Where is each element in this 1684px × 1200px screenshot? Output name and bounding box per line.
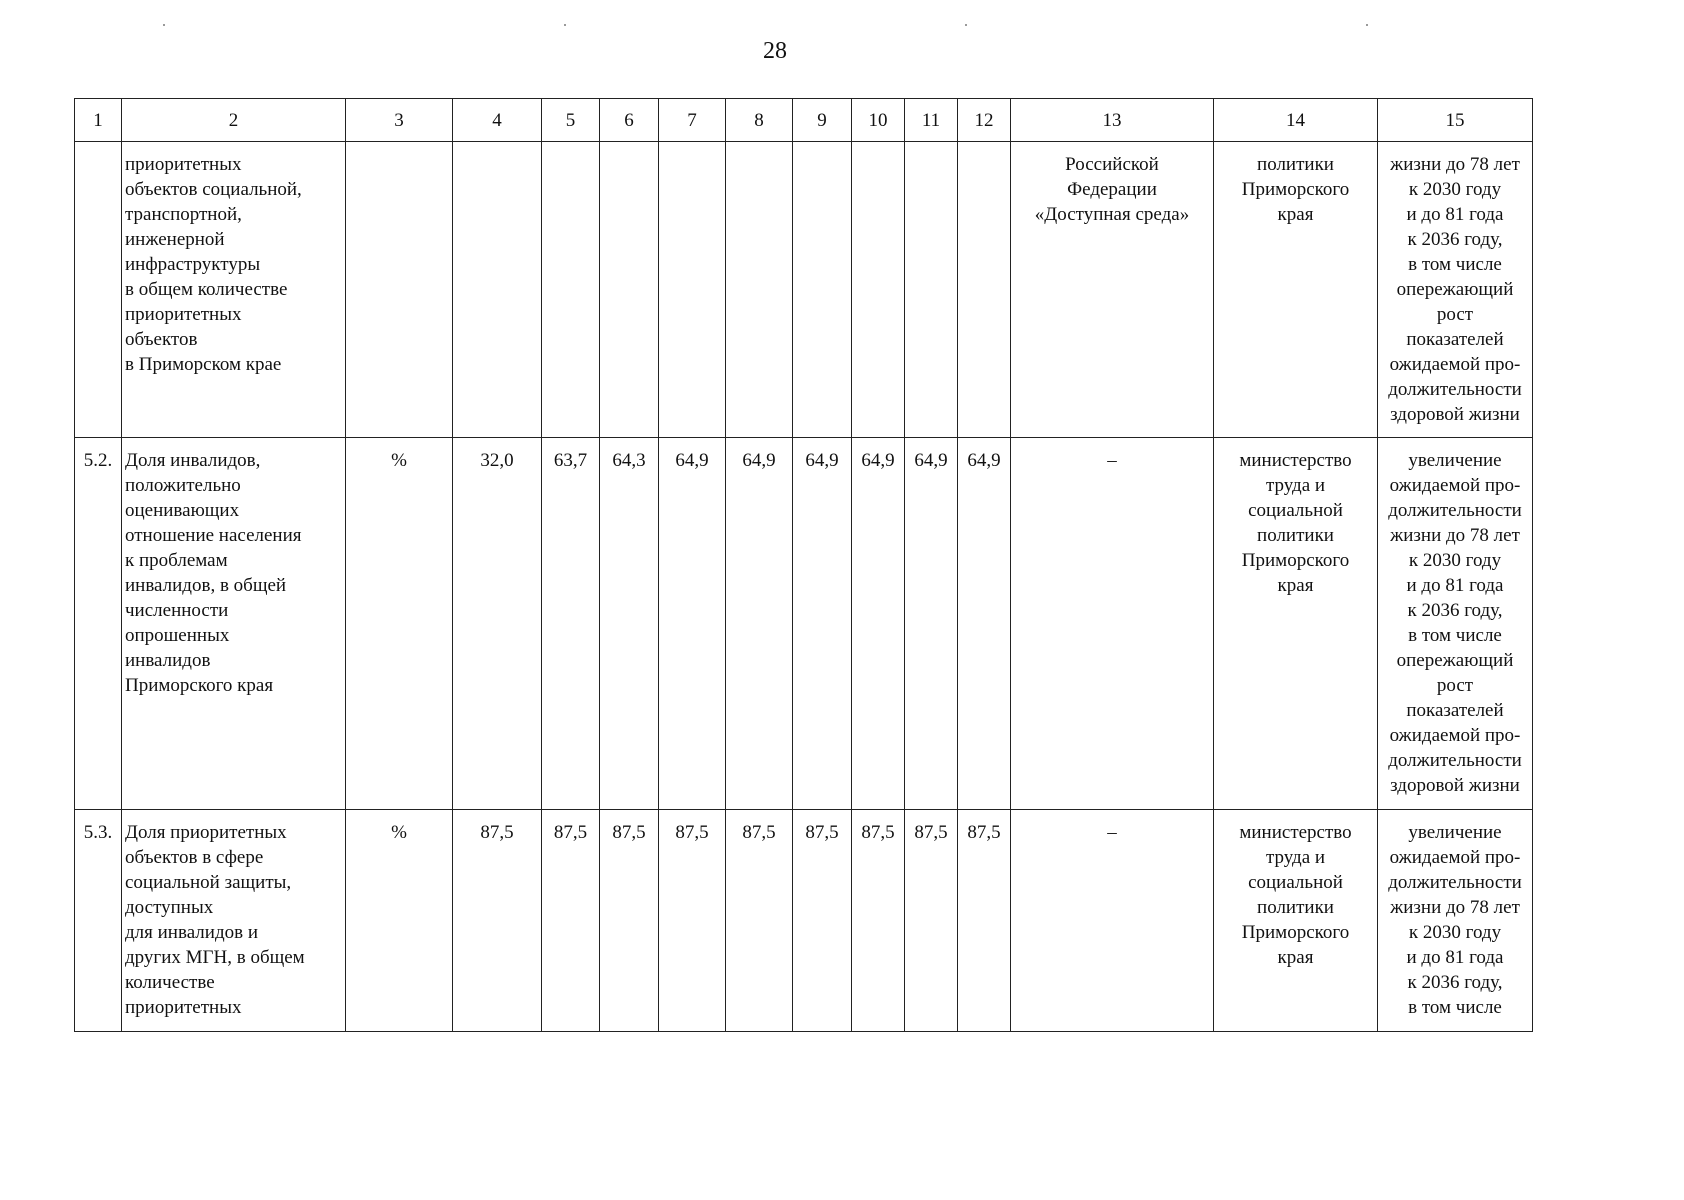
value-cell-col11: 64,9 bbox=[905, 438, 958, 810]
column-number-header: 13 bbox=[1011, 99, 1214, 142]
table-row bbox=[75, 438, 1533, 810]
value-cell-col8: 64,9 bbox=[726, 438, 793, 810]
scan-mark bbox=[1366, 24, 1368, 26]
value-cell-col6: 87,5 bbox=[600, 810, 659, 1032]
responsible-cell: политики Приморского края bbox=[1214, 142, 1378, 438]
column-number-header: 2 bbox=[122, 99, 346, 142]
column-number-header: 4 bbox=[453, 99, 542, 142]
row-number-cell bbox=[75, 142, 122, 438]
value-cell-col9: 87,5 bbox=[793, 810, 852, 1032]
column-number-header: 7 bbox=[659, 99, 726, 142]
value-cell-col4: 87,5 bbox=[453, 810, 542, 1032]
unit-cell bbox=[346, 142, 453, 438]
value-cell-col10: 87,5 bbox=[852, 810, 905, 1032]
value-cell-col6 bbox=[600, 142, 659, 438]
column-number-header: 12 bbox=[958, 99, 1011, 142]
scan-mark bbox=[163, 24, 165, 26]
scan-mark bbox=[564, 24, 566, 26]
value-cell-col7 bbox=[659, 142, 726, 438]
value-cell-col12: 87,5 bbox=[958, 810, 1011, 1032]
value-cell-col8: 87,5 bbox=[726, 810, 793, 1032]
unit-cell: % bbox=[346, 810, 453, 1032]
table-row bbox=[75, 142, 1533, 438]
column-number-header: 15 bbox=[1378, 99, 1533, 142]
goal-cell: жизни до 78 лет к 2030 году и до 81 года к 2036 году, в том числе опережающий рост показателей ожидаемой про- должительности здоровой жизни bbox=[1378, 142, 1533, 438]
column-number-header: 14 bbox=[1214, 99, 1378, 142]
column-number-header: 5 bbox=[542, 99, 600, 142]
indicators-table bbox=[74, 98, 1533, 1032]
value-cell-col11: 87,5 bbox=[905, 810, 958, 1032]
value-cell-col12: 64,9 bbox=[958, 438, 1011, 810]
table-row bbox=[75, 810, 1533, 1032]
responsible-cell: министерство труда и социальной политики Приморского края bbox=[1214, 438, 1378, 810]
indicator-name-cell: Доля приоритетных объектов в сфере социальной защиты, доступных для инвалидов и других МГН, в общем количестве приоритетных bbox=[122, 810, 346, 1032]
program-cell: – bbox=[1011, 438, 1214, 810]
value-cell-col4 bbox=[453, 142, 542, 438]
value-cell-col9: 64,9 bbox=[793, 438, 852, 810]
value-cell-col6: 64,3 bbox=[600, 438, 659, 810]
value-cell-col9 bbox=[793, 142, 852, 438]
value-cell-col11 bbox=[905, 142, 958, 438]
column-number-header: 11 bbox=[905, 99, 958, 142]
value-cell-col10 bbox=[852, 142, 905, 438]
table-header bbox=[75, 99, 1533, 142]
page-number: 28 bbox=[763, 38, 787, 64]
indicator-name-cell: Доля инвалидов, положительно оценивающих отношение населения к проблемам инвалидов, в общей численности опрошенных инвалидов Приморского края bbox=[122, 438, 346, 810]
program-cell: Российской Федерации «Доступная среда» bbox=[1011, 142, 1214, 438]
program-cell: – bbox=[1011, 810, 1214, 1032]
value-cell-col5: 87,5 bbox=[542, 810, 600, 1032]
column-number-header: 10 bbox=[852, 99, 905, 142]
column-number-header: 3 bbox=[346, 99, 453, 142]
unit-cell: % bbox=[346, 438, 453, 810]
responsible-cell: министерство труда и социальной политики Приморского края bbox=[1214, 810, 1378, 1032]
column-number-header: 8 bbox=[726, 99, 793, 142]
value-cell-col5 bbox=[542, 142, 600, 438]
goal-cell: увеличение ожидаемой про- должительности жизни до 78 лет к 2030 году и до 81 года к 2036 году, в том числе опережающий рост показателей ожидаемой про- должительности здоровой жизни bbox=[1378, 438, 1533, 810]
column-number-header: 6 bbox=[600, 99, 659, 142]
value-cell-col5: 63,7 bbox=[542, 438, 600, 810]
row-number-cell: 5.3. bbox=[75, 810, 122, 1032]
header-row bbox=[75, 99, 1533, 142]
value-cell-col10: 64,9 bbox=[852, 438, 905, 810]
scan-mark bbox=[965, 24, 967, 26]
value-cell-col12 bbox=[958, 142, 1011, 438]
column-number-header: 1 bbox=[75, 99, 122, 142]
value-cell-col4: 32,0 bbox=[453, 438, 542, 810]
indicator-name-cell: приоритетных объектов социальной, транспортной, инженерной инфраструктуры в общем количестве приоритетных объектов в Приморском крае bbox=[122, 142, 346, 438]
value-cell-col7: 64,9 bbox=[659, 438, 726, 810]
column-number-header: 9 bbox=[793, 99, 852, 142]
value-cell-col8 bbox=[726, 142, 793, 438]
value-cell-col7: 87,5 bbox=[659, 810, 726, 1032]
goal-cell: увеличение ожидаемой про- должительности жизни до 78 лет к 2030 году и до 81 года к 2036 году, в том числе bbox=[1378, 810, 1533, 1032]
row-number-cell: 5.2. bbox=[75, 438, 122, 810]
